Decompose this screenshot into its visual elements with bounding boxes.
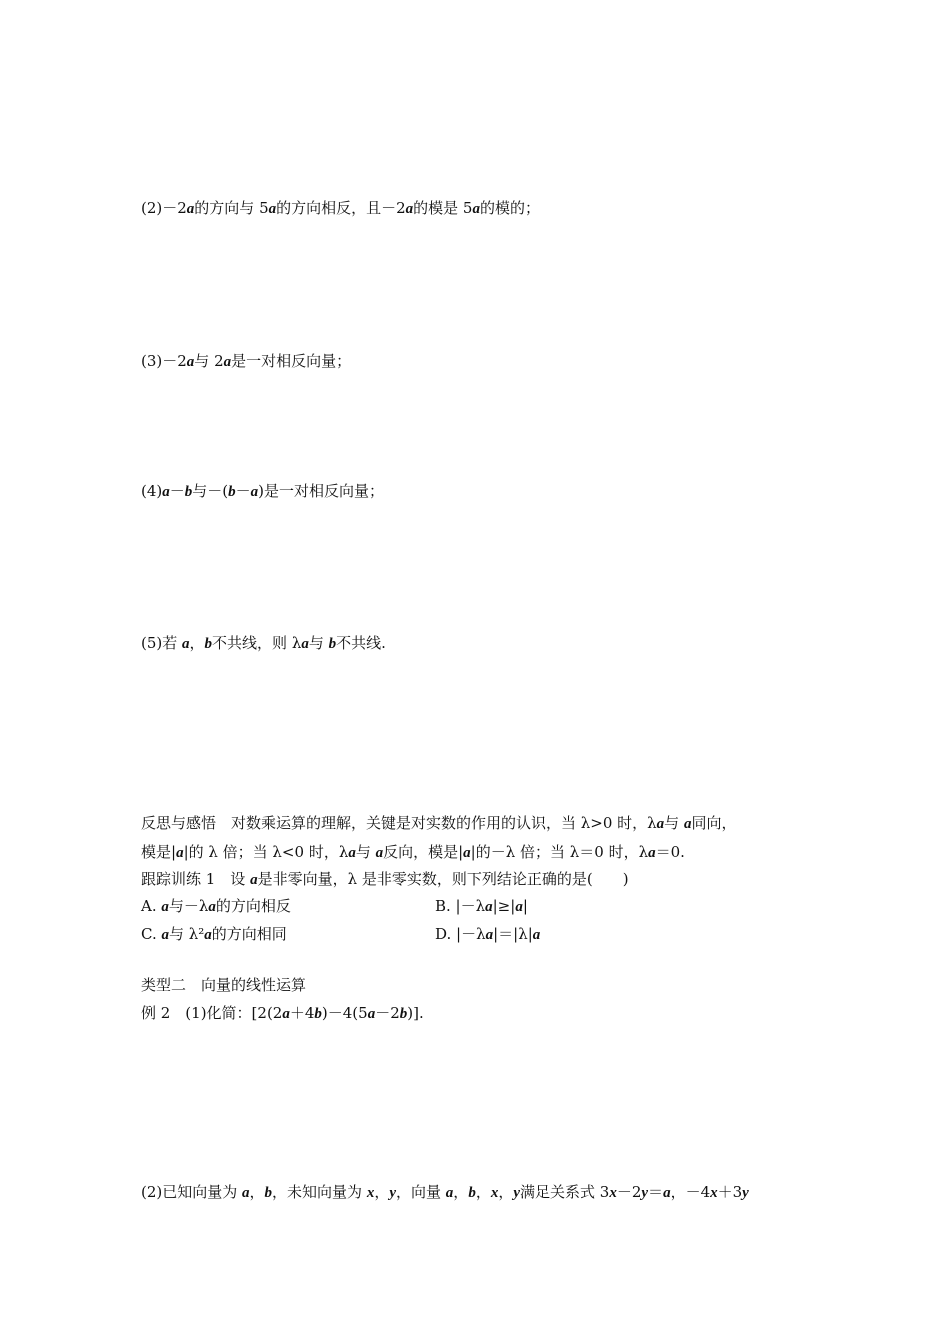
reflection-line-1: 反思与感悟 对数乘运算的理解，关键是对实数的作用的认识，当 λ>0 时，λa与 a同向， (141, 814, 737, 832)
option-c: C. a与 λ²a的方向相同 (141, 925, 287, 943)
option-a: A. a与－λa的方向相反 (141, 897, 291, 915)
option-d: D. |－λa|＝|λ|a (435, 925, 541, 943)
reflection-line-2: 模是|a|的 λ 倍；当 λ<0 时，λa与 a反向，模是|a|的－λ 倍；当 λ＝0 时，λa＝0. (141, 843, 685, 861)
item-4: (4)a－b与－(b－a)是一对相反向量； (141, 482, 384, 500)
section-title: 类型二 向量的线性运算 (141, 976, 307, 994)
item-5: (5)若 a，b不共线，则 λa与 b不共线. (141, 634, 386, 652)
example-2-part-1: 例 2 (1)化简：[2(2a＋4b)－4(5a－2b)]. (141, 1004, 424, 1022)
tracking-exercise: 跟踪训练 1 设 a是非零向量，λ 是非零实数，则下列结论正确的是( ) (141, 870, 629, 888)
item-2: (2)－2a的方向与 5a的方向相反，且－2a的模是 5a的模的； (141, 199, 540, 217)
item-3: (3)－2a与 2a是一对相反向量； (141, 352, 352, 370)
option-b: B. |－λa|≥|a| (435, 897, 528, 915)
example-2-part-2: (2)已知向量为 a，b，未知向量为 x，y，向量 a，b，x，y满足关系式 3x－2y＝a，－4x＋3y (141, 1183, 749, 1201)
